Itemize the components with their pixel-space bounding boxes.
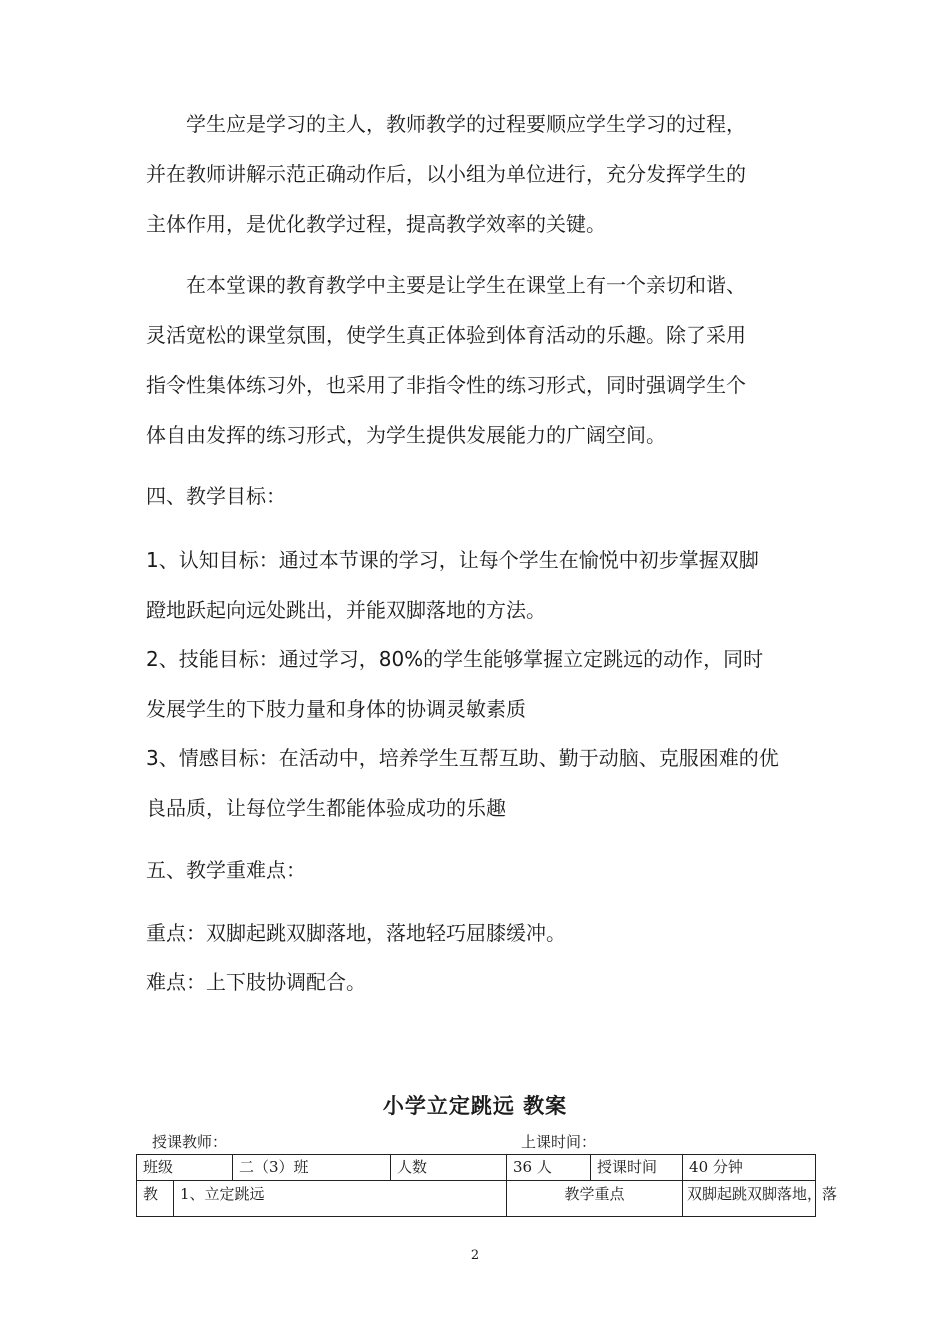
table-cell: 教学重点 — [507, 1181, 683, 1217]
page-number: 2 — [470, 1248, 480, 1263]
table-cell: 人数 — [391, 1155, 507, 1181]
text-line: 发展学生的下肢力量和身体的协调灵敏素质 — [146, 697, 526, 721]
difficulty-text: 难点：上下肢协调配合。 — [146, 970, 366, 994]
table-row — [137, 1155, 816, 1181]
class-time-label: 上课时间： — [521, 1133, 597, 1151]
text-line: 体自由发挥的练习形式，为学生提供发展能力的广阔空间。 — [146, 423, 666, 447]
section-heading-key-points: 五、教学重难点： — [146, 858, 306, 882]
goal-emotional — [146, 733, 810, 833]
goal-skill — [146, 634, 810, 734]
text-line: 蹬地跃起向远处跳出，并能双脚落地的方法。 — [146, 598, 546, 622]
text-line: 学生应是学习的主人，教师教学的过程要顺应学生学习的过程， — [186, 112, 746, 136]
text-line: 3、情感目标：在活动中，培养学生互帮互助、勤于动脑、克服困难的优 — [146, 746, 779, 770]
text-line: 在本堂课的教育教学中主要是让学生在课堂上有一个亲切和谐、 — [186, 273, 746, 297]
text-line: 并在教师讲解示范正确动作后，以小组为单位进行，充分发挥学生的 — [146, 162, 746, 186]
table-cell: 教 — [137, 1181, 174, 1217]
table-cell: 1、立定跳远 — [174, 1181, 507, 1217]
goal-cognitive — [146, 535, 810, 635]
teacher-label: 授课教师： — [152, 1133, 228, 1151]
text-line: 1、认知目标：通过本节课的学习，让每个学生在愉悦中初步掌握双脚 — [146, 548, 759, 572]
text-line: 指令性集体练习外，也采用了非指令性的练习形式，同时强调学生个 — [146, 373, 746, 397]
table-cell: 40 分钟 — [683, 1155, 816, 1181]
lesson-plan-title: 小学立定跳远 教案 — [382, 1094, 568, 1118]
section-heading-goals: 四、教学目标： — [146, 484, 286, 508]
text-line: 良品质，让每位学生都能体验成功的乐趣 — [146, 796, 506, 820]
text-line: 主体作用，是优化教学过程，提高教学效率的关键。 — [146, 212, 606, 236]
text-line: 2、技能目标：通过学习，80%的学生能够掌握立定跳远的动作，同时 — [146, 647, 764, 671]
table-cell: 授课时间 — [591, 1155, 683, 1181]
key-point-text: 重点：双脚起跳双脚落地，落地轻巧屈膝缓冲。 — [146, 921, 566, 945]
lesson-plan-table — [136, 1154, 838, 1217]
text-line: 灵活宽松的课堂氛围，使学生真正体验到体育活动的乐趣。除了采用 — [146, 323, 746, 347]
table-cell: 双脚起跳双脚落地，落 — [683, 1181, 816, 1217]
intro-paragraph-2 — [146, 260, 810, 460]
table-cell: 二（3）班 — [233, 1155, 391, 1181]
table-row — [137, 1181, 816, 1217]
intro-paragraph-1 — [146, 99, 810, 249]
table-cell: 班级 — [137, 1155, 233, 1181]
table-cell: 36 人 — [507, 1155, 591, 1181]
